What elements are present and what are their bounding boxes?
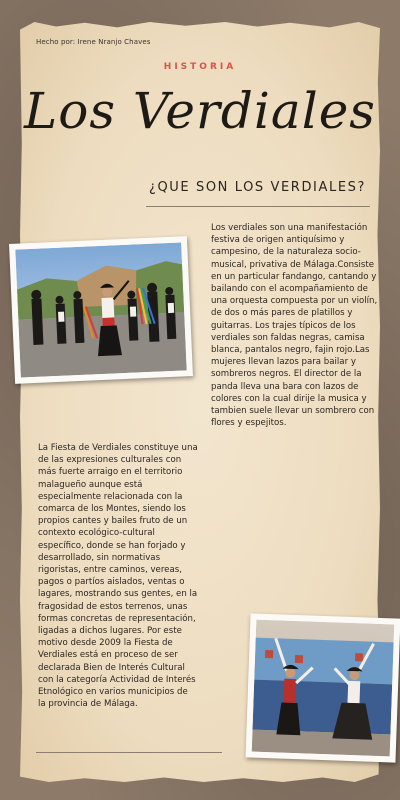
author-credit: Hecho por: Irene Nranjo Chaves (36, 38, 151, 46)
section-subtitle: ¿QUE SON LOS VERDIALES? (148, 180, 366, 195)
history-paragraph: La Fiesta de Verdiales constituye una de las expresiones culturales con más fuerte arraigo en el territorio malagueño aunque está especialmente relacionada con la comarca de los Montes, siendo los propios cantes y bailes fruto de un contexto ecológico-cultural específico, donde se han forjado y desarrollado, sin normativas rigoristas, entre caminos, vereas, pagos o partíos aislados, ventas o lagares, mostrando sus gentes, en la fragosidad de estos terrenos, unas formas concretas de representación, ligadas a dichos lugares. Por este motivo desde 2009 la Fiesta de Verdiales está en proceso de ser declarada Bien de Interés Cultural con la categoría Actividad de Interés Etnológico en varios municipios de la provincia de Málaga. (38, 443, 198, 710)
dancers-photo-2 (246, 613, 400, 762)
dancers-photo-2-image (252, 620, 395, 757)
history-column (38, 442, 198, 710)
section-kicker: HISTORIA (163, 62, 237, 72)
divider-bottom (36, 752, 222, 753)
intro-column (211, 222, 381, 429)
divider-top (146, 206, 370, 207)
intro-paragraph: Los verdiales son una manifestación festiva de origen antiquísimo y campesino, de la naturaleza socio-musical, privativa de Málaga.Consiste en un particular fandango, cantando y bailando con el acompañamiento de una orquesta compuesta por un violín, de dos o más pares de platillos y guitarras. Los trajes típicos de los verdiales son faldas negras, camisa blanca, pantalos negro, fajin rojo.Las mujeres llevan lazos para bailar y sombreros negros. El director de la panda lleva una bara con lazos de colores con la cual dirije la musica y tambien suele llevar un sombrero con flores y espejitos. (211, 223, 378, 429)
page-title: Los Verdiales (24, 82, 376, 140)
dancers-photo-1-image (15, 242, 186, 377)
dancers-photo-1 (9, 236, 193, 384)
